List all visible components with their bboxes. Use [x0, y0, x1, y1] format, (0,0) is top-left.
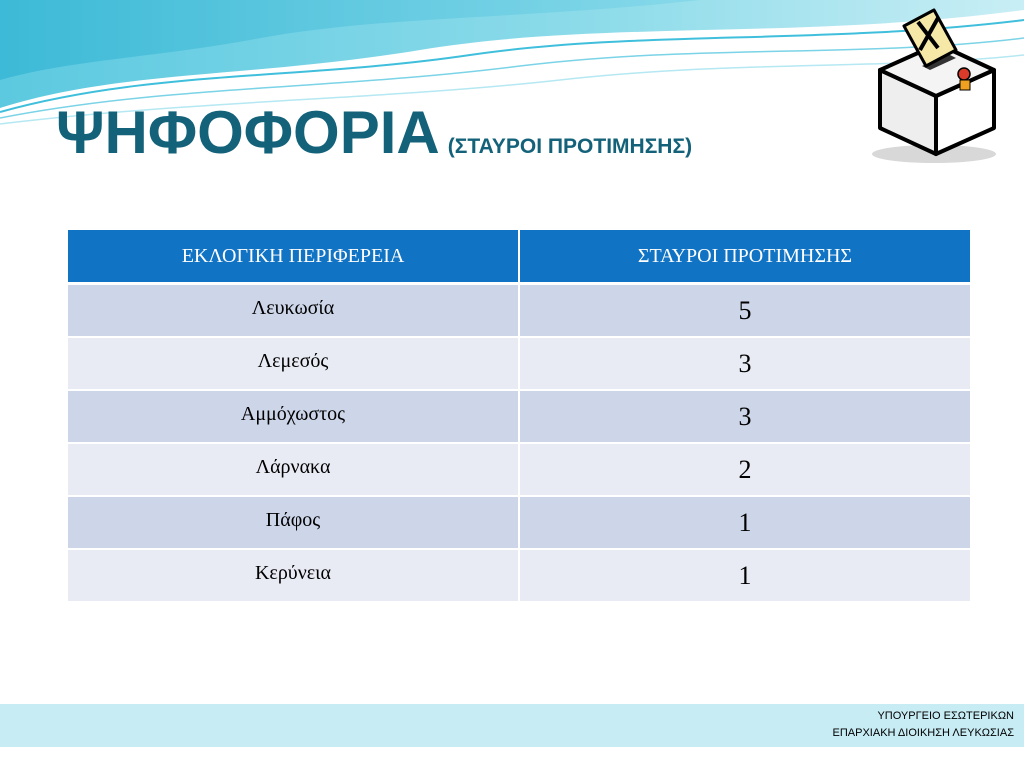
region-cell: Λάρνακα: [68, 443, 519, 496]
votes-cell: 3: [519, 390, 971, 443]
table-row: [68, 496, 971, 549]
footer-district: ΕΠΑΡΧΙΑΚΗ ΔΙΟΙΚΗΣΗ ΛΕΥΚΩΣΙΑΣ: [832, 727, 1014, 739]
title-text: ΨΗΦΟΦΟΡΙΑ: [56, 99, 440, 166]
table-row: [68, 390, 971, 443]
votes-cell: 3: [519, 337, 971, 390]
table-row: [68, 549, 971, 602]
table-row: [68, 443, 971, 496]
table-row: [68, 337, 971, 390]
slide-title: [56, 98, 692, 167]
footer-ministry: ΥΠΟΥΡΓΕΙΟ ΕΣΩΤΕΡΙΚΩΝ: [877, 710, 1014, 722]
region-cell: Πάφος: [68, 496, 519, 549]
subtitle-text: (ΣΤΑΥΡΟΙ ΠΡΟΤΙΜΗΣΗΣ): [447, 135, 693, 158]
ballot-box-icon: [852, 4, 1012, 166]
table-header-row: [68, 230, 971, 284]
footer: [833, 708, 1014, 742]
results-table: [68, 230, 972, 603]
table-row: [68, 284, 971, 338]
region-cell: Λεμεσός: [68, 337, 519, 390]
region-cell: Αμμόχωστος: [68, 390, 519, 443]
region-cell: Λευκωσία: [68, 284, 519, 338]
column-header-region: ΕΚΛΟΓΙΚΗ ΠΕΡΙΦΕΡΕΙΑ: [68, 230, 519, 284]
votes-cell: 1: [519, 549, 971, 602]
votes-cell: 5: [519, 284, 971, 338]
column-header-votes: ΣΤΑΥΡΟΙ ΠΡΟΤΙΜΗΣΗΣ: [519, 230, 971, 284]
region-cell: Κερύνεια: [68, 549, 519, 602]
votes-cell: 1: [519, 496, 971, 549]
votes-cell: 2: [519, 443, 971, 496]
